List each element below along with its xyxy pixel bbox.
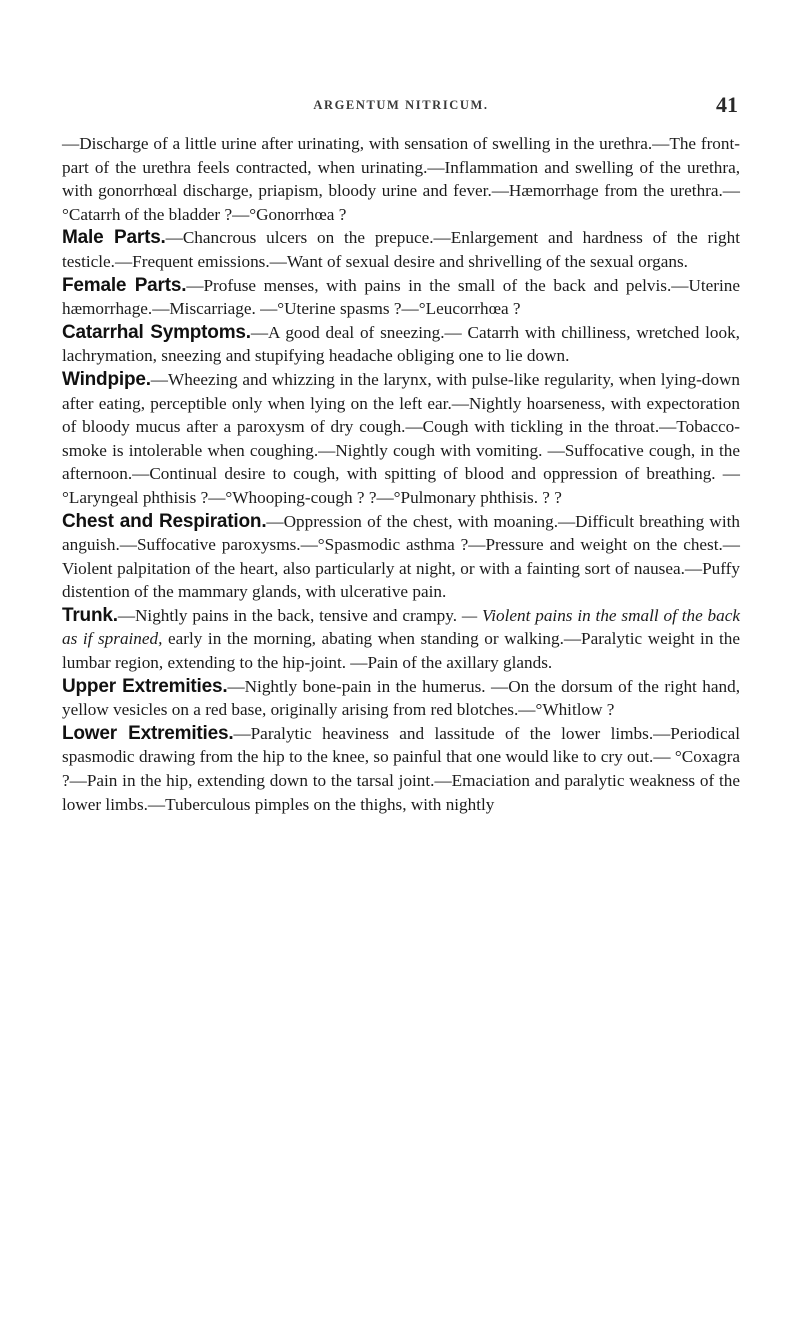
- paragraph-body-tail: early in the morning, abating when standing or walking.—Paralytic weight in the lumbar region, extending to the hip-joint. —Pain of the axillary glands.: [62, 629, 740, 673]
- paragraph-body: —Nightly bone-pain in the humerus. —On the dorsum of the right hand, yellow vesicles on a red base, originally arising from red blotches.—°Whitlow ?: [62, 676, 740, 720]
- page-number: 41: [716, 92, 738, 117]
- paragraph-trunk: [62, 604, 740, 675]
- paragraph-body: —Oppression of the chest, with moaning.—Difficult breathing with anguish.—Suffocative paroxysms.—°Spasmodic asthma ?—Pressure and weight on the chest.—Violent palpitation of the heart, also particularly at night, or with a fainting sort of nausea.—Puffy distention of the mammary glands, with ulcerative pain.: [62, 511, 740, 602]
- paragraph-chest-respiration: [62, 510, 740, 604]
- section-heading-male-parts: Male Parts.: [62, 227, 166, 249]
- paragraph-body: —Nightly pains in the back, tensive and crampy.: [117, 605, 458, 625]
- section-heading-catarrhal-symptoms: Catarrhal Symptoms.: [62, 321, 251, 343]
- section-heading-upper-extremities: Upper Extremities.: [62, 675, 228, 697]
- paragraph-catarrhal-symptoms: [62, 321, 740, 368]
- section-heading-trunk: Trunk.: [62, 604, 118, 626]
- section-heading-windpipe: Windpipe.: [62, 368, 151, 390]
- section-heading-female-parts: Female Parts.: [62, 274, 187, 296]
- section-heading-chest-respiration: Chest and Respiration.: [62, 510, 267, 532]
- paragraph-male-parts: [62, 226, 740, 273]
- body-text: [62, 132, 740, 816]
- paragraph-female-parts: [62, 274, 740, 321]
- paragraph-body: —Profuse menses, with pains in the small of the back and pelvis.—Uterine hæmorrhage.—Miscarriage. —°Uterine spasms ?—°Leucorrhœa ?: [62, 275, 741, 319]
- running-title: ARGENTUM NITRICUM.: [313, 98, 489, 112]
- paragraph-urethra: [62, 132, 740, 226]
- running-head: [62, 92, 740, 118]
- paragraph-upper-extremities: [62, 675, 740, 722]
- paragraph-body: —Discharge of a little urine after urinating, with sensation of swelling in the urethra.—The front-part of the urethra feels contracted, when urinating.—Inflammation and swelling of the urethra, with gonorrhœal discharge, priapism, bloody urine and fever.—Hæmorrhage from the urethra.— °Catarrh of the bladder ?—°Gonorrhœa ?: [62, 134, 740, 224]
- paragraph-body: —A good deal of sneezing.— Catarrh with chilliness, wretched look, lachrymation, sneezing and stupifying headache obliging one to lie down.: [62, 322, 740, 366]
- paragraph-body: —Wheezing and whizzing in the larynx, with pulse-like regularity, when lying-down after eating, perceptible only when lying on the left ear.—Nightly hoarseness, with expectoration of bloody mucus after a paroxysm of dry cough.—Cough with tickling in the throat.—Tobacco-smoke is intolerable when coughing.—Nightly cough with vomiting. —Suffocative cough, in the afternoon.—Continual desire to cough, with spitting of blood and oppression of breathing. —°Laryngeal phthisis ?—°Whooping-cough ? ?—°Pulmonary phthisis. ? ?: [62, 369, 740, 507]
- paragraph-windpipe: [62, 368, 740, 510]
- paragraph-italic-emphasis: — Violent pains in the small of the back as if sprained,: [62, 605, 740, 649]
- paragraph-body: —Chancrous ulcers on the prepuce.—Enlargement and hardness of the right testicle.—Frequent emissions.—Want of sexual desire and shrivelling of the sexual organs.: [62, 228, 740, 271]
- section-heading-lower-extremities: Lower Extremities.: [62, 722, 234, 744]
- paragraph-body: —Paralytic heaviness and lassitude of the lower limbs.—Periodical spasmodic drawing from the hip to the knee, so painful that one would like to cry out.— °Coxagra ?—Pain in the hip, extending down to the tarsal joint.—Emaciation and paralytic weakness of the lower limbs.—Tuberculous pimples on the thighs, with nightly: [62, 723, 740, 814]
- paragraph-lower-extremities: [62, 722, 740, 816]
